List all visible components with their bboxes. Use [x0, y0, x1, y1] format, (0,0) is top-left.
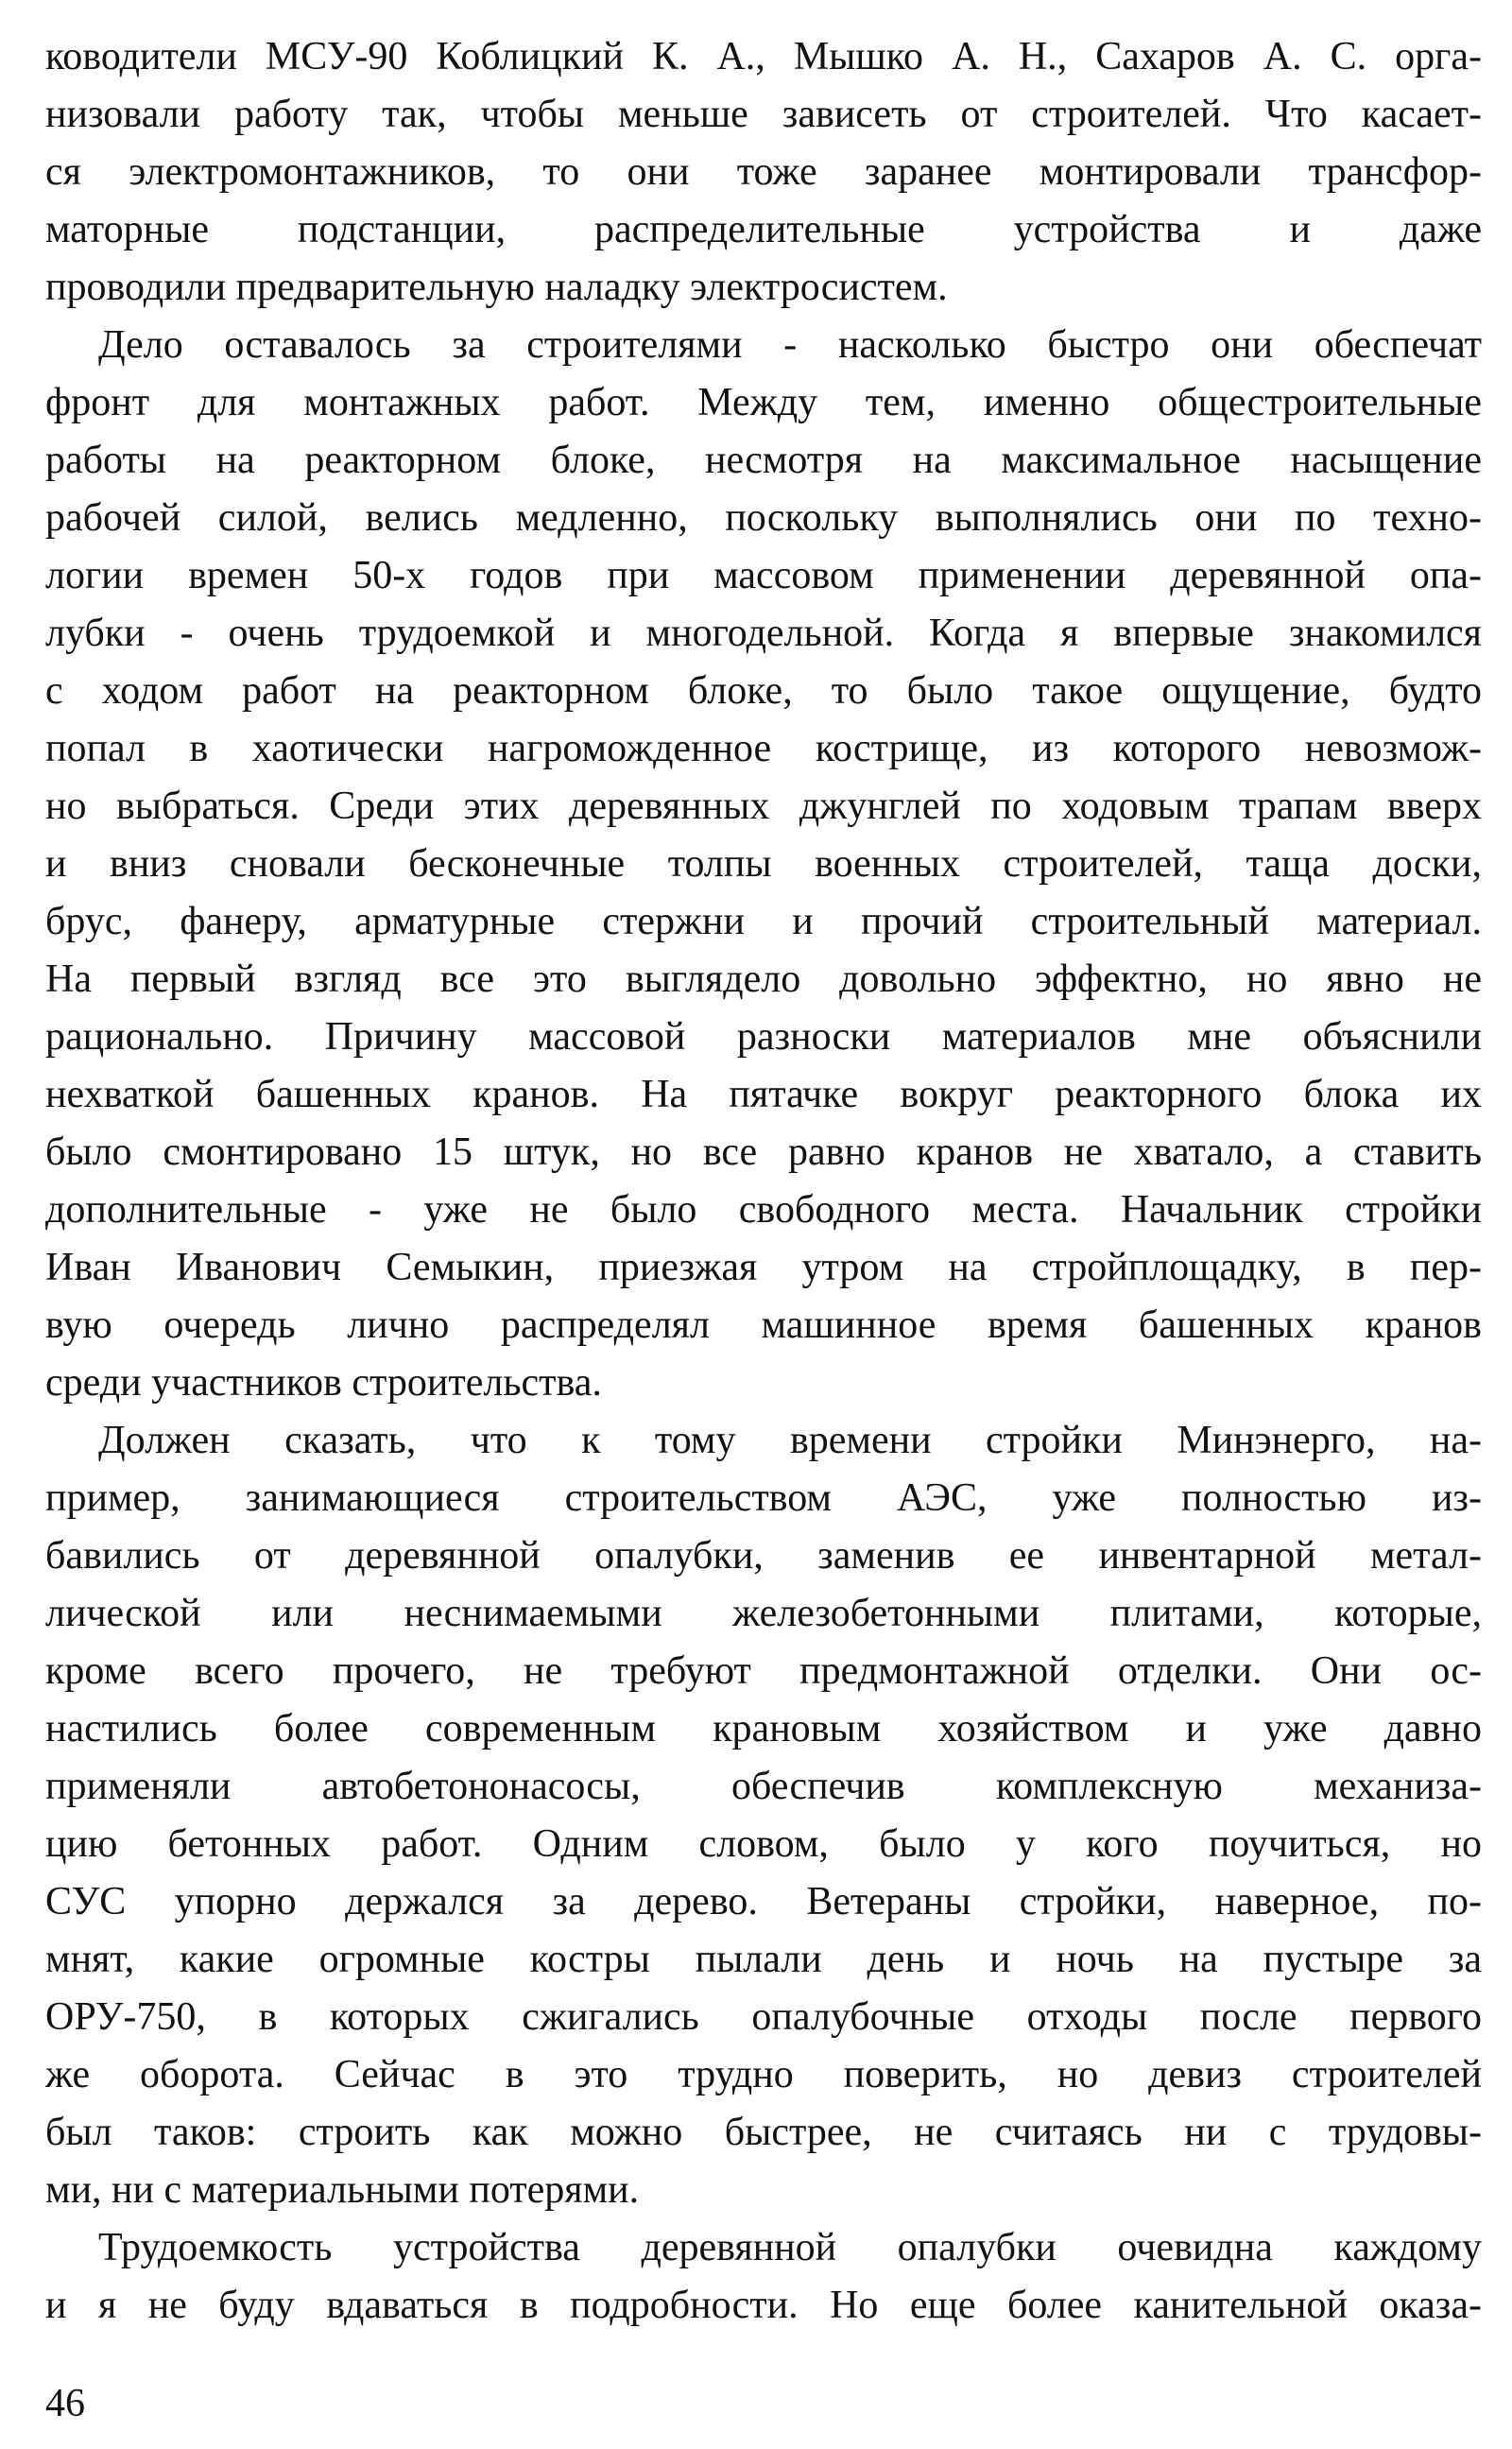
- text-line: и вниз сновали бесконечные толпы военных строителей, таща доски,: [45, 842, 1482, 886]
- text-line: СУС упорно держался за дерево. Ветераны стройки, наверное, по-: [45, 1880, 1482, 1923]
- paragraph-1: [45, 28, 1482, 317]
- text-line: Должен сказать, что к тому времени стройки Минэнерго, на-: [98, 1419, 1482, 1462]
- text-line: ОРУ-750, в которых сжигались опалубочные отходы после первого: [45, 1995, 1482, 2039]
- text-line: ся электромонтажников, то они тоже заранее монтировали трансфор-: [45, 150, 1482, 194]
- text-line: Иван Иванович Семыкин, приезжая утром на стройплощадку, в пер-: [45, 1246, 1482, 1289]
- text-line: логии времен 50-х годов при массовом применении деревянной опа-: [45, 554, 1482, 597]
- text-line: вую очередь лично распределял машинное время башенных кранов: [45, 1303, 1482, 1347]
- text-line: цию бетонных работ. Одним словом, было у кого поучиться, но: [45, 1822, 1482, 1866]
- text-line: кроме всего прочего, не требуют предмонтажной отделки. Они ос-: [45, 1649, 1482, 1693]
- text-line: ководители МСУ-90 Коблицкий К. А., Мышко А. Н., Сахаров А. С. орга-: [45, 35, 1482, 78]
- page-number: 46: [45, 2382, 85, 2425]
- text-line: настились более современным крановым хозяйством и уже давно: [45, 1707, 1482, 1751]
- text-line: дополнительные - уже не было свободного места. Начальник стройки: [45, 1188, 1482, 1232]
- text-line: Дело оставалось за строителями - насколько быстро они обеспечат: [98, 323, 1482, 367]
- text-line: пример, занимающиеся строительством АЭС, уже полностью из-: [45, 1476, 1482, 1520]
- text-line: брус, фанеру, арматурные стержни и прочий строительный материал.: [45, 900, 1482, 943]
- text-line: На первый взгляд все это выглядело довольно эффектно, но явно не: [45, 957, 1482, 1001]
- text-line: лубки - очень трудоемкой и многодельной. Когда я впервые знакомился: [45, 612, 1482, 655]
- text-line: применяли автобетононасосы, обеспечив комплексную механиза-: [45, 1765, 1482, 1808]
- paragraph-2: [45, 317, 1482, 1412]
- text-line: с ходом работ на реакторном блоке, то было такое ощущение, будто: [45, 669, 1482, 713]
- text-line: работы на реакторном блоке, несмотря на максимальное насыщение: [45, 439, 1482, 482]
- text-line: маторные подстанции, распределительные устройства и даже: [45, 208, 1482, 251]
- text-line: попал в хаотически нагроможденное кострище, из которого невозмож-: [45, 727, 1482, 770]
- text-line: низовали работу так, чтобы меньше зависеть от строителей. Что касает-: [45, 93, 1482, 136]
- text-line: среди участников строительства.: [45, 1361, 602, 1405]
- text-line: рабочей силой, велись медленно, поскольку выполнялись они по техно-: [45, 496, 1482, 540]
- body-text: [45, 28, 1482, 2335]
- text-line: было смонтировано 15 штук, но все равно кранов не хватало, а ставить: [45, 1130, 1482, 1174]
- text-line: лической или неснимаемыми железобетонными плитами, которые,: [45, 1592, 1482, 1635]
- text-line: Трудоемкость устройства деревянной опалубки очевидна каждому: [98, 2226, 1482, 2269]
- text-line: рационально. Причину массовой разноски материалов мне объяснили: [45, 1015, 1482, 1059]
- text-line: проводили предварительную наладку электросистем.: [45, 266, 948, 309]
- text-line: же оборота. Сейчас в это трудно поверить, но девиз строителей: [45, 2053, 1482, 2096]
- text-line: ми, ни с материальными потерями.: [45, 2168, 640, 2212]
- text-line: но выбраться. Среди этих деревянных джунглей по ходовым трапам вверх: [45, 785, 1482, 828]
- paragraph-3: [45, 1412, 1482, 2219]
- text-line: нехваткой башенных кранов. На пятачке вокруг реакторного блока их: [45, 1073, 1482, 1116]
- text-line: и я не буду вдаваться в подробности. Но еще более канительной оказа-: [45, 2284, 1482, 2327]
- text-line: фронт для монтажных работ. Между тем, именно общестроительные: [45, 381, 1482, 424]
- text-line: бавились от деревянной опалубки, заменив ее инвентарной метал-: [45, 1534, 1482, 1578]
- text-line: мнят, какие огромные костры пылали день и ночь на пустыре за: [45, 1938, 1482, 1981]
- text-line: был таков: строить как можно быстрее, не считаясь ни с трудовы-: [45, 2111, 1482, 2154]
- paragraph-4: [45, 2219, 1482, 2335]
